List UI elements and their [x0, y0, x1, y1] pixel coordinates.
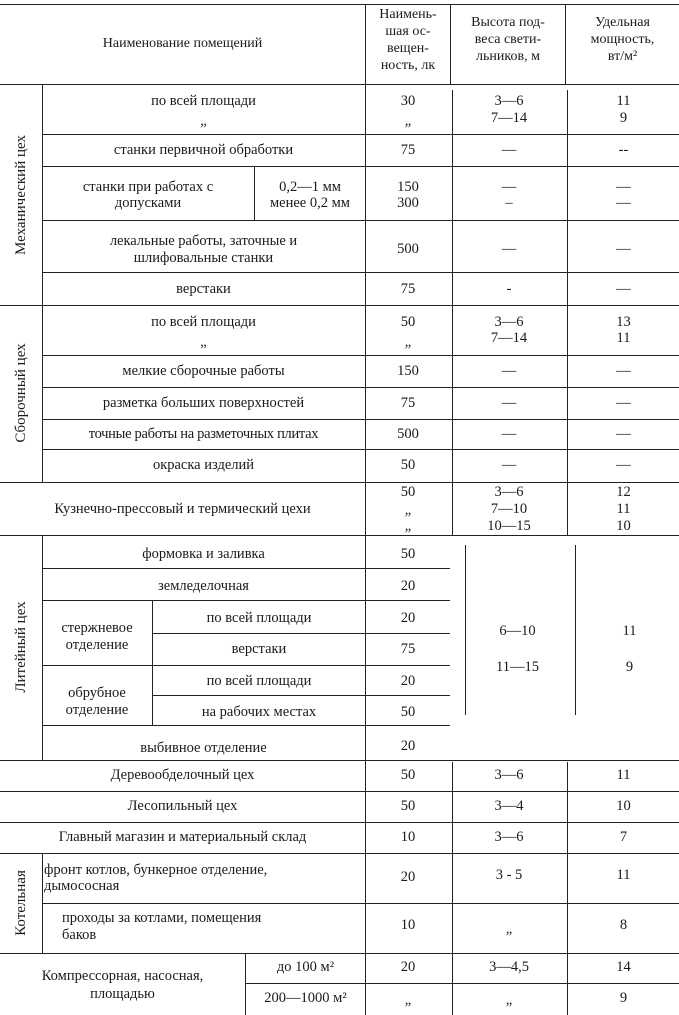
header-power-1: Удельная [595, 15, 650, 30]
row-name: выбивное отделение [140, 740, 267, 756]
row-name: Деревообделочный цех [110, 767, 255, 783]
row-rule [42, 725, 450, 726]
row-name: Лесопильный цех [127, 798, 238, 814]
height: 3—6 [494, 484, 524, 500]
height: — [501, 179, 517, 195]
header-lux-2: шая ос- [385, 24, 431, 39]
height: 3—6 [494, 314, 524, 330]
row-rule [42, 419, 679, 420]
power: 13 [616, 314, 631, 330]
lux: 20 [400, 578, 416, 594]
power: 12 [616, 484, 631, 500]
height: – [505, 195, 513, 211]
height: — [501, 142, 517, 158]
row-name: стержневое [61, 620, 133, 636]
header-name: Наименование помещений [102, 36, 263, 51]
lux: 30 [400, 93, 416, 109]
lux: 500 [397, 426, 419, 442]
row-name: допусками [114, 195, 182, 211]
height: — [501, 363, 517, 379]
lux: 20 [400, 959, 416, 975]
header-lux-3: вещен- [387, 41, 429, 56]
lux: 50 [400, 546, 416, 562]
row-name: станки первичной обработки [113, 142, 294, 158]
header-lux-4: ность, лк [380, 58, 436, 73]
row-rule [152, 633, 450, 634]
header-power-2: мощность, [590, 32, 655, 47]
height: - [506, 281, 512, 297]
row-name: точные работы на разметочных плитах [88, 426, 319, 442]
power: 11 [616, 501, 631, 517]
height: 3—6 [494, 767, 524, 783]
lux: „ [404, 334, 412, 350]
table-top-rule [0, 4, 679, 5]
height: 7—10 [490, 501, 528, 517]
power: 11 [616, 330, 631, 346]
power: — [616, 281, 631, 297]
height: 3—6 [494, 93, 524, 109]
power: -- [618, 142, 629, 158]
height: — [501, 241, 517, 257]
header-bottom-rule [0, 84, 679, 85]
lux: 50 [400, 704, 416, 720]
sub-name: по всей площади [206, 673, 312, 689]
group-label-mechanical: Механический цех [13, 135, 29, 255]
group-rule [0, 305, 679, 306]
lux: „ [404, 518, 412, 534]
power: — [616, 179, 631, 195]
power: 14 [616, 959, 631, 975]
lux: 50 [400, 484, 416, 500]
row-name: Компрессорная, насосная, [41, 968, 204, 984]
lux: 150 [397, 363, 419, 379]
height: 3—6 [494, 829, 524, 845]
height: 6—10 [499, 623, 536, 639]
height: 3—4 [494, 798, 524, 814]
row-name: площадью [90, 986, 155, 1002]
group-rule [0, 535, 679, 536]
lux: 50 [400, 314, 416, 330]
group-label-foundry: Литейный цех [13, 601, 29, 693]
header-height-2: веса свети- [474, 32, 542, 47]
header-height-3: льников, м [476, 49, 540, 64]
row-name: фронт котлов, бункерное отделение, [44, 862, 268, 878]
lux: 75 [400, 142, 416, 158]
power: 11 [616, 93, 631, 109]
row-name: по всей площади [151, 314, 256, 330]
row-name: окраска изделий [152, 457, 255, 473]
lux: „ [404, 113, 412, 129]
row-name: разметка больших поверхностей [102, 395, 305, 411]
sub-name: менее 0,2 мм [270, 195, 350, 211]
row-rule [0, 791, 679, 792]
row-name: земледелочная [158, 578, 249, 594]
height: — [501, 426, 517, 442]
group-label-assembly: Сборочный цех [13, 343, 29, 443]
power: 9 [625, 659, 634, 675]
row-rule [0, 953, 679, 954]
group-label-boiler: Котельная [13, 870, 29, 936]
sub-name: на рабочих местах [201, 704, 317, 720]
header-lux-1: Наимень- [379, 7, 437, 22]
power: 9 [619, 110, 628, 126]
height: — [501, 395, 517, 411]
row-name: проходы за котлами, помещения [62, 910, 262, 926]
row-name: лекальные работы, заточные и [109, 233, 298, 249]
sub-name: по всей площади [206, 610, 312, 626]
row-name: обрубное [68, 685, 126, 701]
lux: 500 [397, 241, 419, 257]
row-rule [0, 822, 679, 823]
row-name: Главный магазин и материальный склад [58, 829, 307, 845]
lux: 10 [400, 829, 416, 845]
group-rule [0, 760, 679, 761]
lux: „ [404, 502, 412, 518]
row-rule [42, 166, 679, 167]
row-name: отделение [65, 702, 129, 718]
power: 9 [619, 990, 628, 1006]
power: 11 [616, 867, 631, 883]
lux: 50 [400, 798, 416, 814]
row-name: мелкие сборочные работы [122, 363, 285, 379]
row-name: баков [62, 927, 97, 943]
height: 11—15 [496, 659, 539, 675]
lux: 75 [400, 395, 416, 411]
row-rule [42, 272, 679, 273]
power: 10 [616, 798, 631, 814]
power: — [616, 241, 631, 257]
row-name: станки при работах с [82, 179, 214, 195]
lux: „ [404, 992, 412, 1008]
row-rule [42, 220, 679, 221]
height: 3 - 5 [495, 867, 523, 883]
lux: 75 [400, 641, 416, 657]
row-name: Кузнечно-прессовый и термический цехи [54, 501, 311, 517]
sub-name: до 100 м² [276, 959, 335, 975]
row-rule [152, 695, 450, 696]
lux: 20 [400, 869, 416, 885]
row-rule [42, 600, 450, 601]
row-rule [42, 355, 679, 356]
lux: 150 [397, 179, 419, 195]
power: 11 [616, 767, 631, 783]
power: — [616, 457, 631, 473]
lux: 75 [400, 281, 416, 297]
height: 3—4,5 [489, 959, 529, 975]
power: — [616, 395, 631, 411]
row-rule [42, 568, 450, 569]
power: — [616, 363, 631, 379]
row-ditto: „ [200, 113, 207, 129]
row-name: отделение [65, 637, 129, 653]
lux: 10 [400, 917, 416, 933]
power: 11 [622, 623, 637, 639]
height: 7—14 [490, 330, 528, 346]
row-rule [42, 449, 679, 450]
sub-name: верстаки [231, 641, 287, 657]
sub-name: 200—1000 м² [264, 990, 347, 1006]
row-name: по всей площади [151, 93, 256, 109]
lux: 300 [397, 195, 419, 211]
height: — [501, 457, 517, 473]
row-rule [42, 387, 679, 388]
sub-name: 0,2—1 мм [279, 179, 341, 195]
row-name: дымососная [44, 878, 120, 894]
power: — [616, 426, 631, 442]
row-rule [42, 903, 679, 904]
brace-left-power [575, 545, 576, 715]
height: „ [505, 992, 513, 1008]
row-rule [245, 983, 679, 984]
lux: 20 [400, 610, 416, 626]
height: 10—15 [487, 518, 531, 534]
row-name: формовка и заливка [142, 546, 265, 562]
brace-left-height [465, 545, 466, 715]
row-name: верстаки [176, 281, 231, 297]
header-power-3: вт/м² [607, 49, 638, 64]
row-rule [42, 665, 450, 666]
power: 7 [619, 829, 628, 845]
lux: 20 [400, 673, 416, 689]
power: — [616, 195, 631, 211]
lux: 20 [400, 738, 416, 754]
power: 8 [619, 917, 628, 933]
lux: 50 [400, 767, 416, 783]
height: „ [505, 921, 513, 937]
header-height-1: Высота под- [471, 15, 545, 30]
height: 7—14 [490, 110, 528, 126]
lux: 50 [400, 457, 416, 473]
row-rule [0, 853, 679, 854]
row-ditto: „ [200, 334, 207, 350]
row-name: шлифовальные станки [133, 250, 274, 266]
power: 10 [616, 518, 631, 534]
row-rule [42, 134, 679, 135]
